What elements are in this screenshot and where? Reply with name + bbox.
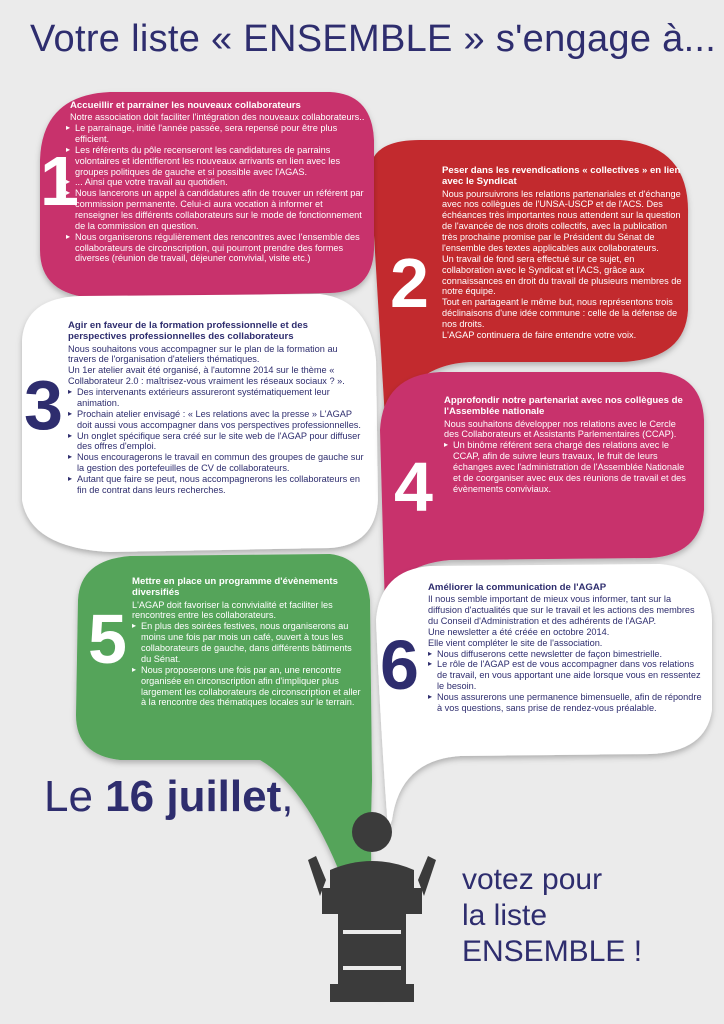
section-6-bullet: ▸ Le rôle de l'AGAP est de vous accompagner dans vos relations de travail, en vous apportant une aide lorsque vous en ressentez le besoin. (428, 659, 706, 692)
section-6-paragraph: Une newsletter a été créée en octobre 2014. (428, 626, 610, 637)
section-2-number: 2 (390, 244, 429, 322)
section-6 (428, 582, 706, 714)
section-6-paragraph: Il nous semble important de mieux vous informer, tant sur la diffusion d'actualités que sur le travail et les actions des membres du Conseil d'Administration et des adhérents de l'AGAP. (428, 594, 695, 627)
section-6-heading: Améliorer la communication de l'AGAP (428, 582, 607, 593)
section-3-bullet: ▸ Prochain atelier envisagé : « Les relations avec la presse » L'AGAP doit aussi vous accompagner dans vos perspectives professionnelles. (68, 409, 364, 431)
section-1-intro: Notre association doit faciliter l'intégration des nouveaux collaborateurs.. (70, 112, 365, 123)
section-3-paragraph: Un 1er atelier avait été organisé, à l'automne 2014 sur le thème « Collaborateur 2.0 : maîtrisez-vous vraiment les réseaux sociaux ? ». (68, 365, 345, 387)
section-4-bullet: ▸ Un binôme référent sera chargé des relations avec le CCAP, afin de suivre leurs travaux, le fruit de leurs échanges avec l'administration de l'Assemblée Nationale et de coorganiser avec eux des réunions de travail et des évènements conviviaux. (444, 440, 689, 494)
section-1-bullet: ▸ Nous lancerons un appel à candidatures afin de trouver un référent par commission permanente. Celui-ci aura vocation à informer et renseigner les différents collaborateurs sur le mode de fonctionnement de la commission en question. (66, 188, 368, 231)
section-3-bullet: ▸ Autant que faire se peut, nous accompagnerons les collaborateurs en fin de contrat dans leurs recherches. (68, 474, 364, 496)
vote-line: ENSEMBLE ! (462, 935, 643, 968)
section-5-paragraph: L'AGAP doit favoriser la convivialité et faciliter les rencontres entre les collaborateurs. (132, 599, 333, 621)
section-4-paragraph: Nous souhaitons développer nos relations avec le Cercle des Collaborateurs et Assistants Parlementaires (CCAP). (444, 418, 677, 440)
section-6-number: 6 (380, 626, 419, 704)
section-1-bullet: ▸ Les référents du pôle recenseront les candidatures de parrains volontaires et identifieront les nouveaux arrivants en lien avec les groupes politiques de gauche et si possible avec l'AGAS. (66, 145, 368, 178)
page-title: Votre liste « ENSEMBLE » s'engage à... (30, 18, 717, 60)
section-2 (442, 165, 682, 341)
section-3-paragraph: Nous souhaitons vous accompagner sur le plan de la formation au travers de l'organisation d'ateliers thématiques. (68, 343, 338, 365)
election-date-prefix: Le (44, 772, 106, 821)
section-5-bullet: ▸ En plus des soirées festives, nous organiserons au moins une fois par mois un café, ouvert à tous les collaborateurs de gauche, dans différents bâtiments du Sénat. (132, 621, 364, 664)
section-3-bullet: ▸ Un onglet spécifique sera créé sur le site web de l'AGAP pour diffuser des offres d'emploi. (68, 431, 364, 453)
section-1-bullet: ▸ ... Ainsi que votre travail au quotidien. (66, 177, 368, 188)
section-3 (68, 320, 364, 496)
section-6-bullet: ▸ Nous assurerons une permanence bimensuelle, afin de répondre à vos questions, sans prise de rendez-vous préalable. (428, 692, 706, 714)
section-5 (132, 576, 364, 708)
section-5-number: 5 (88, 600, 127, 678)
section-1-bullet: ▸ Le parrainage, initié l'année passée, sera repensé pour être plus efficient. (66, 123, 368, 145)
vote-call (462, 862, 642, 970)
section-2-paragraph: Nous poursuivrons les relations partenariales et d'échange avec nos collègues de l'UNSA-USCP et de l'ACS. Des échéances très importantes nous attendent sur la question de l'avancée de nos droits collectifs, avec la publication très prochaine promise par le Président du Sénat de l'ensemble des textes applicables aux collaborateurs. (442, 188, 681, 253)
section-3-bullet: ▸ Nous encouragerons le travail en commun des groupes de gauche sur la gestion des portefeuilles de CV de collaborateurs. (68, 452, 364, 474)
section-3-heading: Agir en faveur de la formation professionnelle et des perspectives professionnelles des collaborateurs (68, 320, 308, 343)
section-4-heading: Approfondir notre partenariat avec nos collègues de l'Assemblée nationale (444, 395, 683, 418)
section-5-heading: Mettre en place un programme d'évènements diversifiés (132, 576, 338, 599)
section-6-bullet: ▸ Nous diffuserons cette newsletter de façon bimestrielle. (428, 649, 706, 660)
section-5-bullet: ▸ Nous proposerons une fois par an, une rencontre organisée en circonscription afin d'impliquer plus largement les collaborateurs de circonscription et aller à la rencontre des thématiques locales sur le terrain. (132, 665, 364, 708)
section-1-bullet: ▸ Nous organiserons régulièrement des rencontres avec l'ensemble des collaborateurs de circonscription, qui pourront prendre des formes diverses (réunion de travail, déjeuner convivial, visite etc.) (66, 232, 368, 265)
section-2-paragraph: Tout en partageant le même but, nous représentons trois déclinaisons d'une idée commune : celle de la défense de nos droits. (442, 297, 678, 329)
vote-line: votez pour (462, 863, 603, 896)
section-3-number: 3 (24, 366, 63, 444)
election-date-value: 16 juillet (105, 772, 282, 821)
section-2-paragraph: Un travail de fond sera effectué sur ce sujet, en collaboration avec le Syndicat et l'ACS, grâce aux connaissances en droit du travail de plusieurs membres de notre équipe. (442, 253, 682, 297)
election-date (44, 772, 293, 822)
section-2-paragraph: L'AGAP continuera de faire entendre votre voix. (442, 329, 637, 340)
election-date-suffix: , (281, 772, 294, 821)
section-1-heading: Accueillir et parrainer les nouveaux collaborateurs (70, 100, 301, 111)
section-1-number: 1 (40, 142, 79, 220)
vote-line: la liste (462, 899, 548, 932)
section-6-paragraph: Elle vient compléter le site de l'association. (428, 637, 603, 648)
section-3-bullet: ▸ Des intervenants extérieurs assureront systématiquement leur animation. (68, 387, 364, 409)
section-4-number: 4 (394, 448, 433, 526)
section-4 (444, 395, 689, 495)
section-2-heading: Peser dans les revendications « collectives » en lien avec le Syndicat (442, 165, 681, 188)
section-1 (70, 100, 368, 264)
